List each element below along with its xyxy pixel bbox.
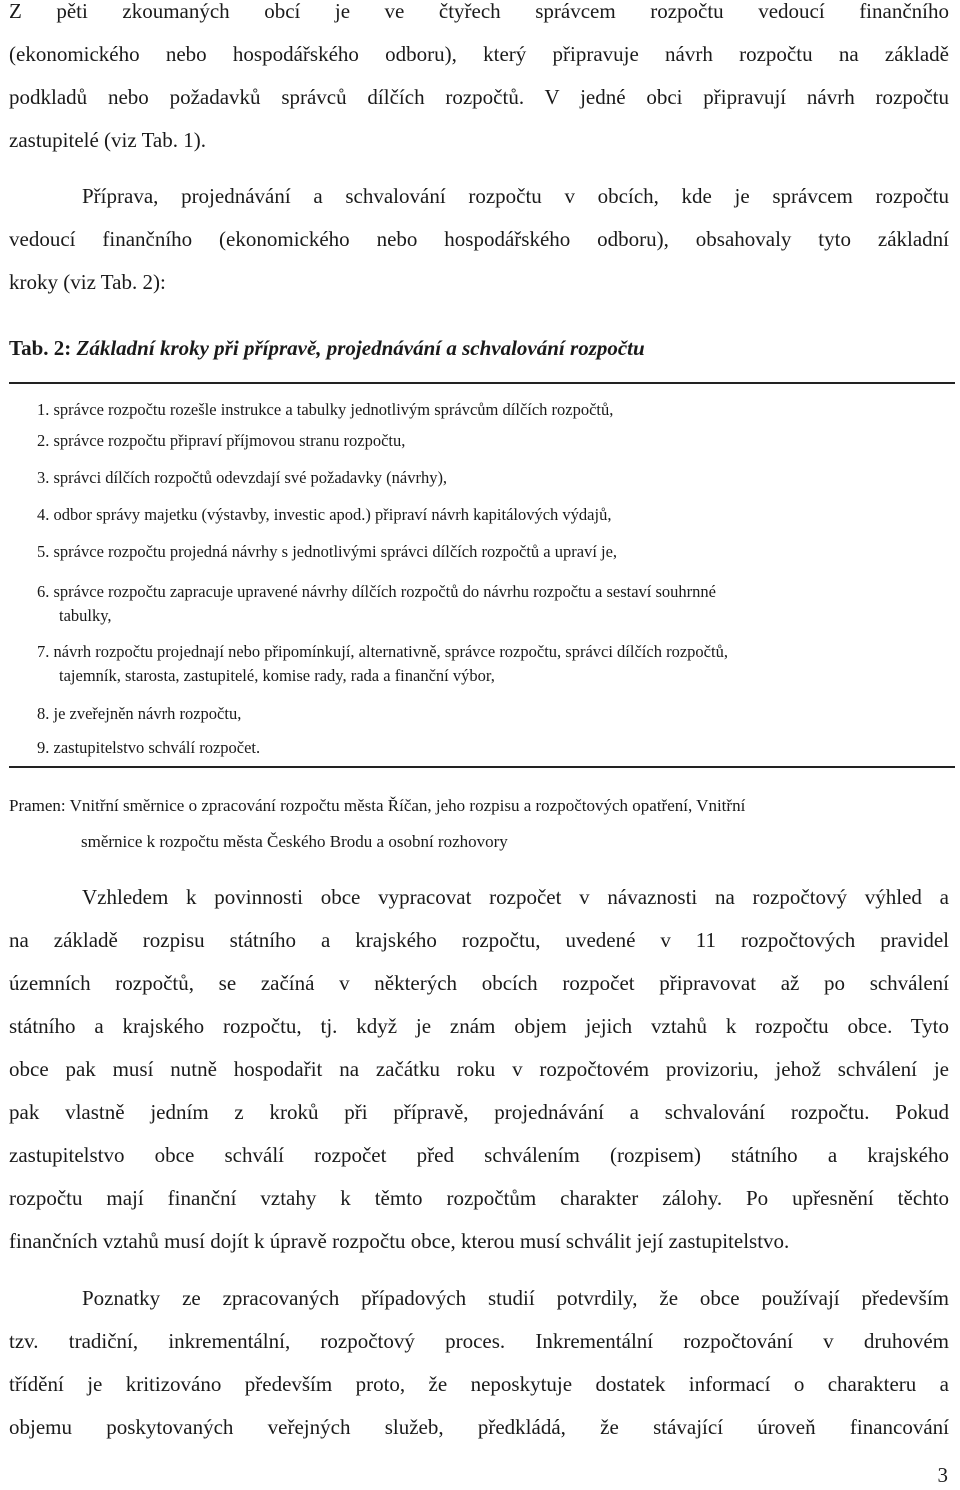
- step-number: 2.: [37, 431, 50, 450]
- paragraph-2: [9, 175, 949, 304]
- list-item: [37, 736, 260, 760]
- step-number: 4.: [37, 505, 50, 524]
- step-text: odbor správy majetku (výstavby, investic apod.) připraví návrh kapitálových výdajů,: [53, 505, 612, 524]
- list-item: [37, 702, 241, 726]
- text-line: zastupitelstvo obce schválí rozpočet před schválením (rozpisem) státního a krajského: [9, 1143, 949, 1167]
- paragraph-1: [9, 0, 949, 162]
- list-item: [37, 466, 447, 490]
- paragraph-4: [9, 1277, 949, 1449]
- step-number: 9.: [37, 738, 50, 757]
- text-line: vedoucí finančního (ekonomického nebo hospodářského odboru), obsahovaly tyto základní: [9, 227, 949, 251]
- text-line: objemu poskytovaných veřejných služeb, předkládá, že stávající úroveň financování: [9, 1415, 949, 1439]
- steps-table: [9, 382, 955, 768]
- step-text: správce rozpočtu zapracuje upravené návrhy dílčích rozpočtů do návrhu rozpočtu a sestaví souhrnné: [53, 582, 716, 601]
- list-item: [37, 398, 613, 422]
- source-line-1: Pramen: Vnitřní směrnice o zpracování rozpočtu města Říčan, jeho rozpisu a rozpočtových opatření, Vnitřní: [9, 796, 746, 815]
- text-line: rozpočtu mají finanční vztahy k těmto rozpočtům charakter zálohy. Po upřesnění těchto: [9, 1186, 949, 1210]
- step-text: zastupitelstvo schválí rozpočet.: [53, 738, 261, 757]
- list-item: [37, 540, 617, 564]
- list-item: [37, 429, 405, 453]
- text-line: územních rozpočtů, se začíná v některých obcích rozpočet připravovat až po schválení: [9, 971, 949, 995]
- text-line: Příprava, projednávání a schvalování rozpočtu v obcích, kde je správcem rozpočtu: [82, 184, 949, 208]
- step-number: 7.: [37, 642, 50, 661]
- paragraph-3: [9, 876, 949, 1263]
- text-line: státního a krajského rozpočtu, tj. když je znám objem jejich vztahů k rozpočtu obce. Tyto: [9, 1014, 949, 1038]
- step-text-continued: tabulky,: [59, 606, 112, 625]
- list-item: [37, 580, 716, 628]
- text-line: Poznatky ze zpracovaných případových studií potvrdily, že obce používají především: [82, 1286, 949, 1310]
- text-line: Z pěti zkoumaných obcí je ve čtyřech správcem rozpočtu vedoucí finančního: [9, 0, 949, 23]
- step-text: správce rozpočtu připraví příjmovou stranu rozpočtu,: [53, 431, 406, 450]
- table-title: [9, 336, 645, 361]
- text-line: Vzhledem k povinnosti obce vypracovat rozpočet v návaznosti na rozpočtový výhled a: [82, 885, 949, 909]
- text-line: tzv. tradiční, inkrementální, rozpočtový proces. Inkrementální rozpočtování v druhovém: [9, 1329, 949, 1353]
- text-line: podkladů nebo požadavků správců dílčích rozpočtů. V jedné obci připravují návrh rozpočtu: [9, 85, 949, 109]
- list-item: [37, 640, 728, 688]
- text-line: na základě rozpisu státního a krajského rozpočtu, uvedené v 11 rozpočtových pravidel: [9, 928, 949, 952]
- text-line: zastupitelé (viz Tab. 1).: [9, 128, 206, 152]
- step-number: 8.: [37, 704, 50, 723]
- text-line: obce pak musí nutně hospodařit na začátku roku v rozpočtovém provizoriu, jehož schválení je: [9, 1057, 949, 1081]
- table-title-caption: Základní kroky při přípravě, projednávání a schvalování rozpočtu: [76, 336, 645, 360]
- text-line: třídění je kritizováno především proto, že neposkytuje dostatek informací o charakteru a: [9, 1372, 949, 1396]
- step-number: 3.: [37, 468, 50, 487]
- step-text: návrh rozpočtu projednají nebo připomínkují, alternativně, správce rozpočtu, správci dílčích rozpočtů,: [53, 642, 728, 661]
- text-line: kroky (viz Tab. 2):: [9, 270, 166, 294]
- text-line: pak vlastně jedním z kroků při přípravě, projednávání a schvalování rozpočtu. Pokud: [9, 1100, 949, 1124]
- step-text: je zveřejněn návrh rozpočtu,: [53, 704, 242, 723]
- step-text: správce rozpočtu projedná návrhy s jednotlivými správci dílčích rozpočtů a upraví je,: [53, 542, 618, 561]
- list-item: [37, 503, 611, 527]
- step-text-continued: tajemník, starosta, zastupitelé, komise rady, rada a finanční výbor,: [59, 666, 495, 685]
- step-number: 6.: [37, 582, 50, 601]
- text-line: finančních vztahů musí dojít k úpravě rozpočtu obce, kterou musí schválit její zastupitelstvo.: [9, 1229, 790, 1253]
- step-text: správce rozpočtu rozešle instrukce a tabulky jednotlivým správcům dílčích rozpočtů,: [53, 400, 614, 419]
- step-number: 1.: [37, 400, 50, 419]
- page-number: 3: [937, 1463, 948, 1487]
- text-line: (ekonomického nebo hospodářského odboru), který připravuje návrh rozpočtu na základě: [9, 42, 949, 66]
- step-number: 5.: [37, 542, 50, 561]
- step-text: správci dílčích rozpočtů odevzdají své požadavky (návrhy),: [53, 468, 448, 487]
- source-line-2: směrnice k rozpočtu města Českého Brodu a osobní rozhovory: [81, 832, 508, 851]
- table-title-prefix: Tab. 2:: [9, 336, 77, 360]
- table-source: [9, 788, 955, 860]
